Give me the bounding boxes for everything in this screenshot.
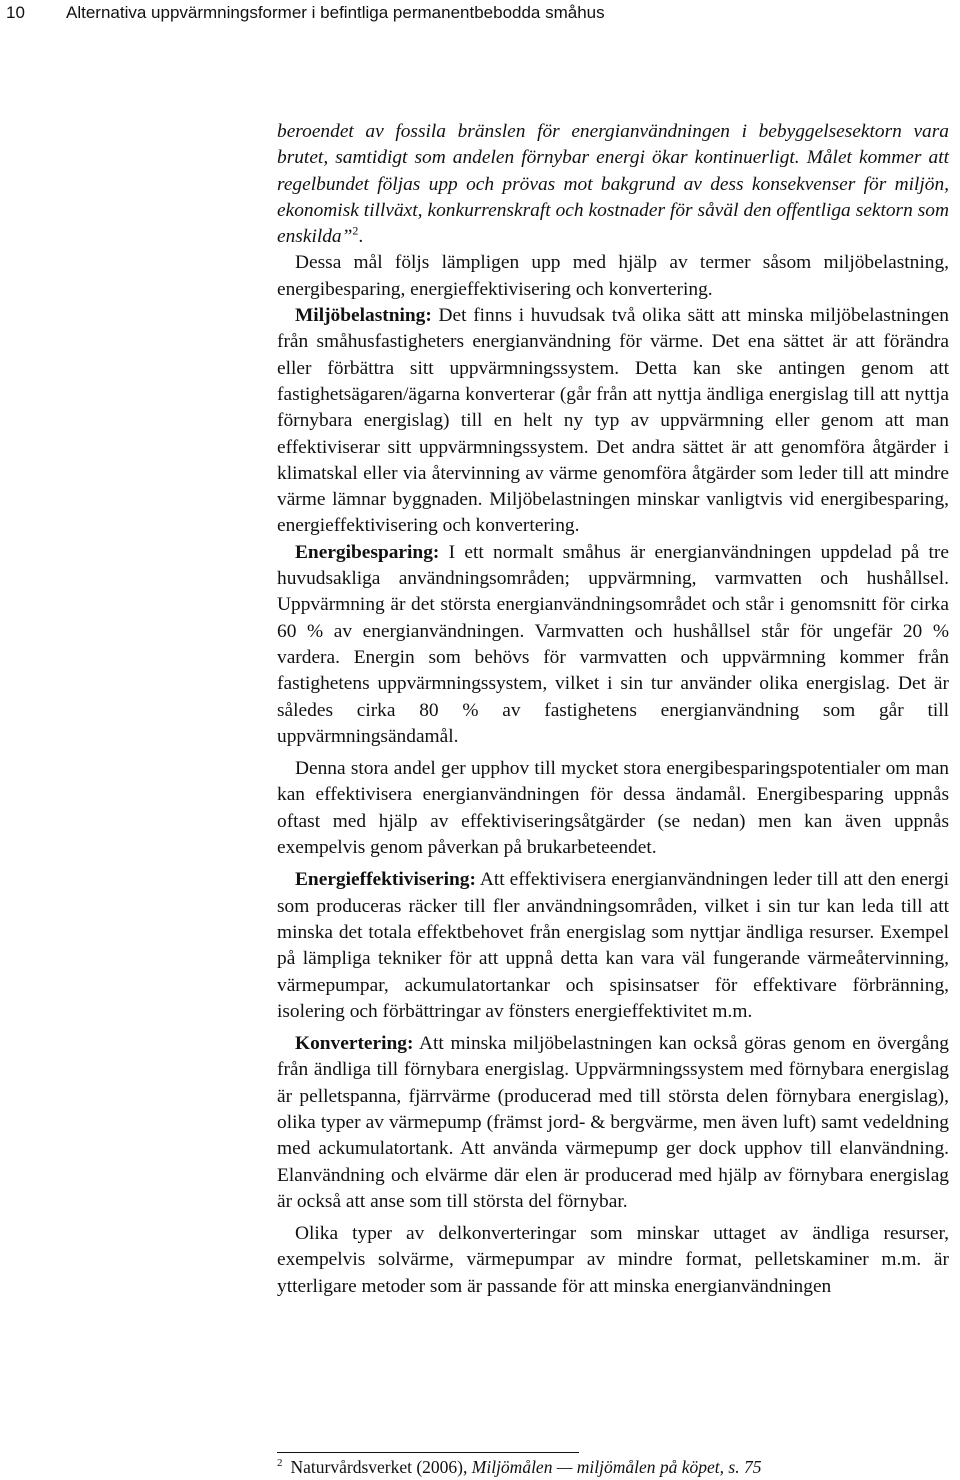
intro-trailing: . bbox=[358, 226, 364, 248]
text-konvertering: Att minska miljöbelastningen kan också göras genom en övergång från ändliga till förnybara energislag. Uppvärmningssystem med förnybara energislag är pelletspanna, fjärrvärme (producerad med till största delen förnybara energislag), olika typer av värmepump (främst jord- & bergvärme, men även luft) samt vedeldning med ackumulatortank. Att använda värmepump ger dock upphov till elanvändning. Elanvändning och elvärme där elen är producerad med hjälp av förnybara energislag är också att anse som till största del förnybar. bbox=[277, 1033, 949, 1212]
heading-konvertering: Konvertering: bbox=[295, 1033, 414, 1055]
paragraph-energibesparing bbox=[277, 540, 949, 750]
heading-energibesparing: Energibesparing: bbox=[295, 541, 440, 563]
footnote bbox=[277, 1456, 949, 1478]
paragraph-olika: Olika typer av delkonverteringar som minskar uttaget av ändliga resurser, exempelvis solvärme, värmepumpar av mindre format, pelletskaminer m.m. är ytterligare metoder som är passande för att minska energianvändningen bbox=[277, 1223, 949, 1297]
footnote-title: Miljömålen — miljömålen på köpet, s. 75 bbox=[471, 1457, 762, 1477]
text-energibesparing: I ett normalt småhus är energianvändningen uppdelad på tre huvudsakliga användningsområden; uppvärmning, varmvatten och hushållsel. Uppvärmning är det största energianvändningsområdet och står i genomsnitt för cirka 60 % av energianvändningen. Varmvatten och hushållsel står för ungefär 20 % vardera. Energin som behövs för varmvatten och uppvärmning kommer från fastighetens uppvärmningssystem, vilket i sin tur använder olika energislag. Det är således cirka 80 % av fastighetens energianvändning som går till uppvärmningsändamål. bbox=[277, 541, 949, 747]
paragraph-miljobelastning bbox=[277, 303, 949, 540]
heading-miljobelastning: Miljöbelastning: bbox=[295, 305, 432, 327]
page-header bbox=[0, 0, 960, 26]
paragraph-energieffektivisering bbox=[277, 867, 949, 1025]
body-text bbox=[277, 119, 949, 1300]
intro-paragraph bbox=[277, 119, 949, 250]
paragraph-terms: Dessa mål följs lämpligen upp med hjälp av termer såsom miljöbelastning, energibesparing, energieffektivisering och konvertering. bbox=[277, 252, 949, 300]
page-number: 10 bbox=[6, 3, 25, 22]
text-miljobelastning: Det finns i huvudsak två olika sätt att minska miljöbelastningen från småhusfastigheters energianvändning för värme. Det ena sättet är att förändra eller förbättra sitt uppvärmningssystem. Detta kan ske antingen genom att fastighetsägaren/ägarna konverterar (går från att nyttja ändliga energislag till att nyttja förnybara energislag) till en helt ny typ av uppvärmning eller genom att man effektiviserar sitt uppvärmningssystem. Det andra sättet är att genomföra åtgärder i klimatskal eller via återvinning av värme genomföra åtgärder som leder till att mindre värme lämnar byggnaden. Miljöbelastningen minskar vanligtvis vid energibesparing, energieffektivisering och konvertering. bbox=[277, 305, 949, 537]
text-energieffektivisering: Att effektivisera energianvändningen leder till att den energi som produceras räcker till fler användningsområden, vilket i sin tur kan leda till att minska det totala effektbehovet från energislag som nyttjar ändliga resurser. Exempel på lämpliga tekniker för att uppnå detta kan vara väl fungerande värmeåtervinning, värmepumpar, ackumulatortankar och spisinsatser för effektivare förbränning, isolering och förbättringar av fönsters energieffektivitet m.m. bbox=[277, 869, 949, 1022]
running-title: Alternativa uppvärmningsformer i befintliga permanentbebodda småhus bbox=[66, 3, 605, 22]
heading-energieffektivisering: Energieffektivisering: bbox=[295, 869, 476, 891]
footnote-number: 2 bbox=[277, 1457, 283, 1470]
footnote-ref: 2 bbox=[352, 223, 359, 238]
paragraph-denna: Denna stora andel ger upphov till mycket stora energibesparingspotentialer om man kan effektivisera energianvändningen för dessa ändamål. Energibesparing uppnås oftast med hjälp av effektiviseringsåtgärder (se nedan) men kan även uppnås exempelvis genom påverkan på brukarbeteendet. bbox=[277, 758, 949, 859]
paragraph-konvertering bbox=[277, 1031, 949, 1215]
footnote-divider bbox=[277, 1452, 579, 1453]
intro-italic-text: beroendet av fossila bränslen för energianvändningen i bebyggelsesektorn vara brutet, samtidigt som andelen förnybar energi ökar kontinuerligt. Målet kommer att regelbundet följas upp och prövas mot bakgrund av dess konsekvenser för miljön, ekonomisk tillväxt, konkurrenskraft och kostnader för såväl den offentliga sektorn som enskilda” bbox=[277, 121, 949, 248]
footnote-text: Naturvårdsverket (2006), bbox=[290, 1457, 472, 1477]
